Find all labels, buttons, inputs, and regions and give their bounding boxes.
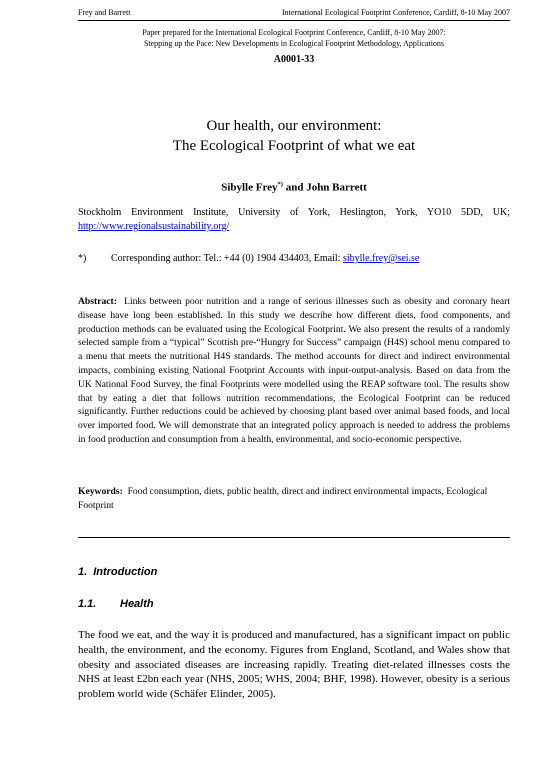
header-conference: International Ecological Footprint Conference, Cardiff, 8-10 May 2007 — [281, 8, 510, 17]
section-heading-introduction — [78, 566, 157, 578]
corresponding-mark: *) — [78, 253, 87, 264]
section-title: Introduction — [93, 566, 158, 578]
keywords — [78, 485, 510, 513]
paper-note-line-1: Paper prepared for the International Ecological Footprint Conference, Cardiff, 8-10 May 2007: — [142, 28, 446, 37]
running-header — [78, 8, 510, 17]
subsection-number: 1.1. — [78, 598, 97, 610]
header-divider — [78, 20, 510, 21]
section-divider — [78, 537, 510, 538]
corresponding-author — [78, 252, 510, 266]
paper-title — [78, 116, 510, 156]
section-number: 1. — [78, 566, 88, 578]
keywords-text: Food consumption, diets, public health, direct and indirect environmental impacts, Ecological Footprint — [78, 486, 488, 511]
keywords-label: Keywords: — [78, 486, 123, 497]
paper-id: A0001-33 — [273, 54, 315, 65]
paper-note — [78, 27, 510, 49]
abstract — [78, 295, 510, 447]
abstract-label: Abstract: — [78, 296, 117, 307]
body-paragraph: The food we eat, and the way it is produced and manufactured, has a significant impact on public health, the environment, and the economy. Figures from England, Scotland, and Wales show that obesity and associated diseases are increasing rapidly. Treating diet-related illnesses costs the NHS at least £2bn each year (NHS, 2005; WHS, 2004; BHF, 1998). However, obesity is a serious problem world wide (Schäfer Elinder, 2005). — [78, 629, 510, 701]
subsection-heading-health — [78, 598, 154, 610]
affiliation-link[interactable]: http://www.regionalsustainability.org/ — [78, 221, 230, 232]
abstract-text: Links between poor nutrition and a range of serious illnesses such as obesity and coronary heart disease have long been established. In this study we describe how different diets, food components, and production methods can be evaluated using the Ecological Footprint. We also present the results of a randomly selected sample from a “typical” Scottish pre-“Hungry for Success” campaign (H4S) school menu compared to a menu that meets the nutritional H4S standards. The method accounts for direct and indirect environmental impacts, combining existing National Footprint Accounts with input-output-analysis. Based on data from the UK National Food Survey, the final Footprints were modelled using the REAP software tool. The results show that by eating a diet that follows nutrition recommendations, the Ecological Footprint can be reduced significantly. Further reductions could be achieved by choosing plant based over animal based foods, and local over imported food. We will demonstrate that an integrated policy approach is needed to address the problems in food production and consumption from a health, environmental, and socio-economic perspective. — [78, 296, 510, 445]
author-1: Sibylle Frey — [221, 181, 278, 194]
header-authors: Frey and Barrett — [78, 8, 131, 17]
title-line-1: Our health, our environment: — [206, 118, 382, 134]
email-link[interactable]: sibylle.frey@sei.se — [342, 253, 420, 264]
corresponding-author-mark: *) — [277, 181, 283, 188]
authors — [78, 181, 510, 194]
affiliation — [78, 206, 510, 234]
affiliation-text: Stockholm Environment Institute, University of York, Heslington, York, YO10 5DD, UK; — [78, 207, 510, 218]
corresponding-text: Corresponding author: Tel.: +44 (0) 1904 434403, Email: — [111, 253, 343, 264]
author-2: and John Barrett — [282, 181, 367, 194]
paper-note-line-2: Stepping up the Pace: New Developments in Ecological Footprint Methodology, Applications — [143, 39, 445, 48]
title-line-2: The Ecological Footprint of what we eat — [172, 138, 416, 154]
subsection-title: Health — [120, 598, 154, 610]
